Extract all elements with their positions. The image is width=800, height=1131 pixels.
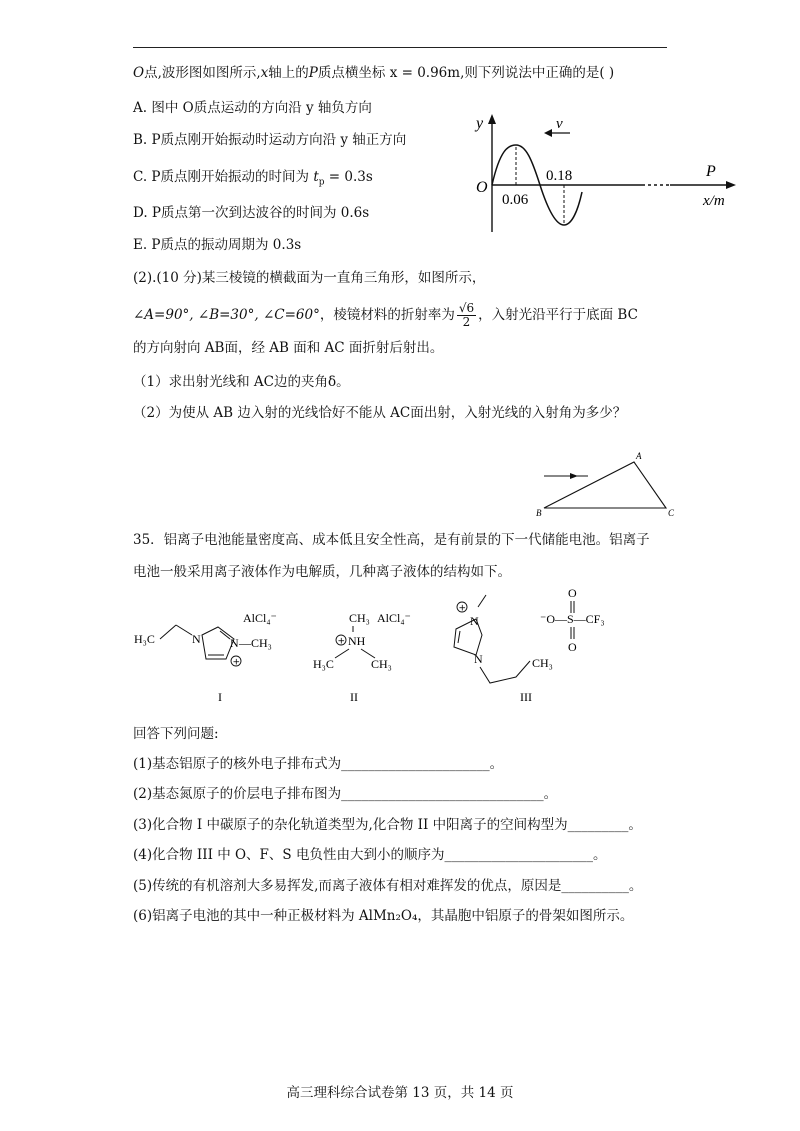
q2-angles-line bbox=[133, 300, 638, 330]
mol-iii-double-1 bbox=[458, 631, 460, 643]
answer-intro: 回答下列问题: bbox=[133, 726, 219, 742]
tick-0.18: 0.18 bbox=[546, 168, 573, 184]
option-b: B. P质点刚开始振动时运动方向沿 y 轴正方向 bbox=[133, 132, 407, 148]
q2-line3: 的方向射向 AB面，经 AB 面和 AC 面折射后射出。 bbox=[133, 340, 444, 356]
y-axis-arrow-icon bbox=[488, 114, 496, 124]
x-label: x/m bbox=[703, 193, 725, 209]
mol-ii-bond-left bbox=[335, 649, 349, 658]
mol-ii-left: H₃C bbox=[313, 657, 334, 671]
mol-iii-o-bottom: O bbox=[568, 640, 577, 654]
mol-i-bond-1 bbox=[160, 625, 176, 639]
intro-text-4: ,则下列说法中正确的是( ) bbox=[460, 65, 615, 81]
q35-line1: 35．铝离子电池能量密度高、成本低且安全性高，是有前景的下一代储能电池。铝离子 bbox=[133, 532, 650, 548]
vertex-b: B bbox=[536, 508, 542, 518]
mol-iii-n1: N bbox=[470, 614, 479, 628]
mol-i-plus-sign: + bbox=[232, 657, 241, 668]
prism-triangle bbox=[544, 462, 666, 508]
prism-figure bbox=[530, 450, 680, 520]
option-c-t: t bbox=[313, 169, 319, 185]
header-rule bbox=[133, 47, 667, 48]
frac-den: 2 bbox=[462, 315, 471, 329]
mol-i-right: —CH₃ bbox=[239, 636, 272, 650]
x-axis-arrow-icon bbox=[726, 181, 736, 189]
vertex-c: C bbox=[668, 508, 675, 518]
mol-iii-ring bbox=[454, 619, 482, 655]
intro-p: P bbox=[308, 65, 318, 81]
frac-num: √6 bbox=[458, 301, 475, 315]
option-d: D. P质点第一次到达波谷的时间为 0.6s bbox=[133, 205, 370, 221]
mol-ii-top: CH₃ bbox=[349, 611, 370, 625]
molecule-ii bbox=[305, 600, 425, 705]
intro-line bbox=[133, 63, 614, 83]
mol-i-anion: AlCl₄⁻ bbox=[243, 611, 277, 625]
mol-ii-plus-sign: + bbox=[337, 636, 346, 647]
option-c-text: C. P质点刚开始振动的时间为 bbox=[133, 169, 310, 185]
intro-o: O bbox=[133, 65, 145, 81]
q2-sub2: （2）为使从 AB 边入射的光线恰好不能从 AC面出射，入射光线的入射角为多少？ bbox=[133, 405, 627, 421]
q2-angles: ∠A=90°, ∠B=30°, ∠C=60° bbox=[133, 307, 320, 323]
mol-i-n1: N bbox=[192, 632, 201, 646]
question-3: (3)化合物 I 中碳原子的杂化轨道类型为,化合物 II 中阳离子的空间构型为_________。 bbox=[133, 817, 642, 833]
page-footer: 高三理科综合试卷第 13 页，共 14 页 bbox=[286, 1085, 514, 1101]
y-label: y bbox=[476, 115, 484, 132]
mol-iii-chain bbox=[480, 661, 530, 683]
q2-end: ，入射光沿平行于底面 BC bbox=[478, 307, 638, 323]
mol-iii-methyl-bond bbox=[478, 595, 486, 607]
mol-iii-label: III bbox=[520, 690, 532, 704]
origin-label: O bbox=[476, 179, 488, 196]
question-1: (1)基态铝原子的核外电子排布式为______________________。 bbox=[133, 756, 504, 772]
mol-i-left: H₃C bbox=[134, 632, 155, 646]
velocity-arrow-icon bbox=[544, 129, 552, 137]
question-4: (4)化合物 III 中 O、F、S 电负性由大到小的顺序为______________________。 bbox=[133, 847, 607, 863]
mol-i-bond-2 bbox=[176, 625, 192, 635]
tick-0.06: 0.06 bbox=[502, 192, 529, 208]
question-6: (6)铝离子电池的其中一种正极材料为 AlMn₂O₄，其晶胞中铝原子的骨架如图所示。 bbox=[133, 908, 634, 924]
mol-iii-o-top: O bbox=[568, 586, 577, 600]
molecule-iii bbox=[440, 585, 670, 705]
mol-iii-plus-sign: + bbox=[458, 603, 467, 614]
q35-line2: 电池一般采用离子液体作为电解质，几种离子液体的结构如下。 bbox=[133, 564, 511, 580]
option-c bbox=[133, 167, 373, 193]
option-c-value: = 0.3s bbox=[324, 169, 373, 185]
option-a: A. 图中 O质点运动的方向沿 y 轴负方向 bbox=[133, 100, 372, 116]
mol-ii-center: NH bbox=[348, 634, 366, 648]
question-2: (2)基态氮原子的价层电子排布图为______________________________。 bbox=[133, 786, 558, 802]
p-label: P bbox=[706, 163, 716, 180]
mol-iii-tail: CH₃ bbox=[532, 656, 553, 670]
mol-iii-n2: N bbox=[474, 652, 483, 666]
q2-mid: ，棱镜材料的折射率为 bbox=[319, 307, 455, 323]
mol-i-label: I bbox=[218, 690, 222, 704]
mol-ii-anion: AlCl₄⁻ bbox=[377, 611, 411, 625]
intro-x: x bbox=[260, 65, 269, 81]
question-5: (5)传统的有机溶剂大多易挥发,而离子液体有相对难挥发的优点，原因是__________。 bbox=[133, 878, 643, 894]
molecule-i bbox=[130, 595, 300, 705]
mol-i-n2: N bbox=[230, 636, 239, 650]
intro-text-1: 点,波形图如图所示, bbox=[144, 65, 261, 81]
vertex-a: A bbox=[636, 451, 642, 461]
option-e: E. P质点的振动周期为 0.3s bbox=[133, 237, 302, 253]
incident-arrow-icon bbox=[570, 473, 578, 479]
mol-ii-label: II bbox=[350, 690, 358, 704]
wave-figure bbox=[470, 110, 740, 240]
q2-title: (2).(10 分)某三棱镜的横截面为一直角三角形，如图所示， bbox=[133, 270, 486, 286]
option-c-sub: p bbox=[318, 177, 325, 188]
q2-sub1: （1）求出射光线和 AC边的夹角δ。 bbox=[133, 374, 350, 390]
intro-coord: x = 0.96m bbox=[389, 65, 461, 81]
intro-text-3: 质点横坐标 bbox=[317, 65, 386, 81]
mol-iii-anion: ⁻O—S—CF₃ bbox=[540, 612, 605, 626]
v-label: v bbox=[556, 116, 563, 132]
mol-ii-right: CH₃ bbox=[371, 657, 392, 671]
intro-text-2: 轴上的 bbox=[268, 65, 309, 81]
refractive-index bbox=[457, 302, 476, 329]
